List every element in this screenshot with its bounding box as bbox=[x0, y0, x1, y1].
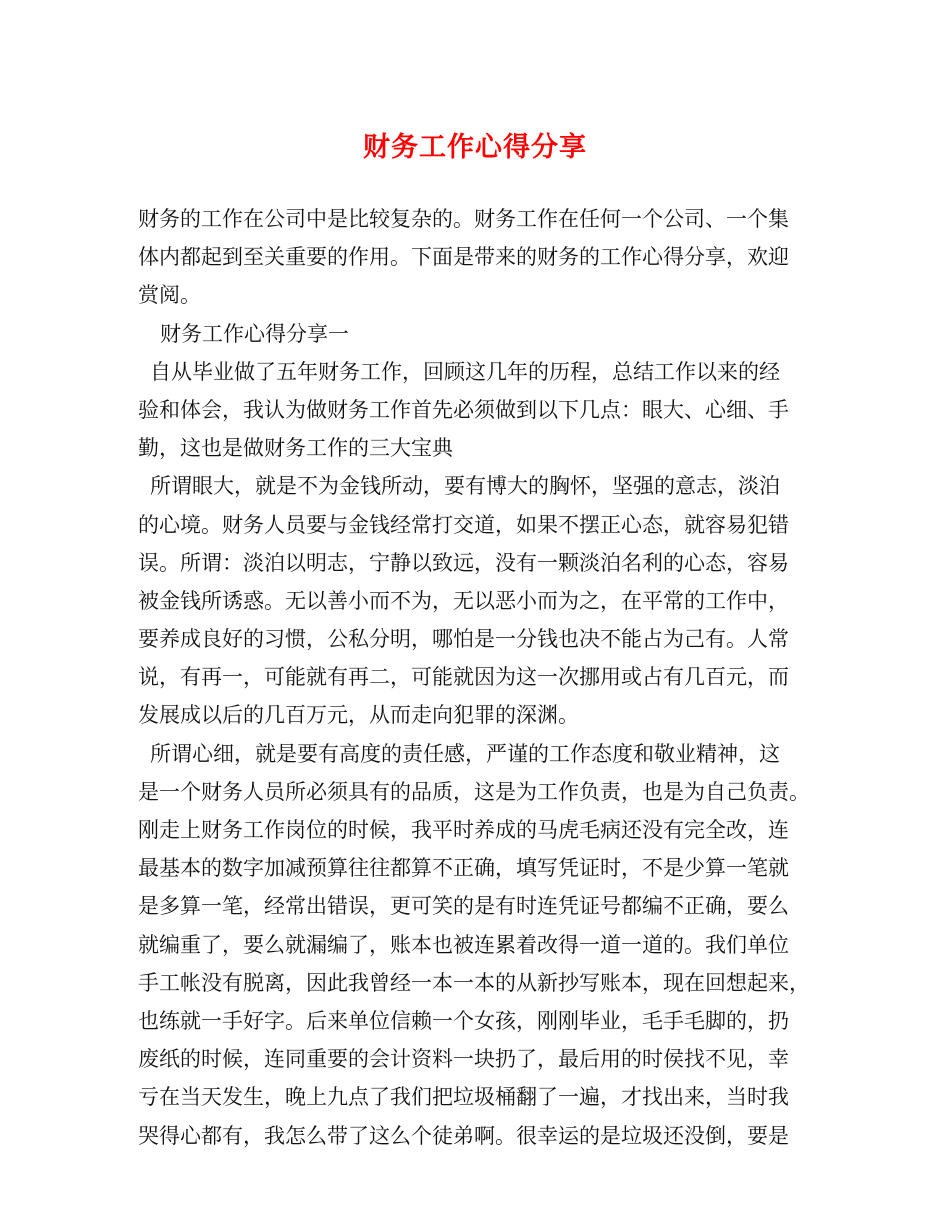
text-line: 也练就一手好字。后来单位信赖一个女孩，刚刚毕业，毛手毛脚的，扔 bbox=[138, 1008, 789, 1033]
text-line: 所谓心细，就是要有高度的责任感，严谨的工作态度和敬业精神，这 bbox=[150, 741, 780, 766]
text-line: 亏在当天发生，晚上九点了我们把垃圾桶翻了一遍，才找出来，当时我 bbox=[138, 1085, 789, 1110]
text-line: 误。所谓：淡泊以明志，宁静以致远，没有一颗淡泊名利的心态，容易 bbox=[138, 550, 789, 575]
text-line: 被金钱所诱惑。无以善小而不为，无以恶小而为之，在平常的工作中， bbox=[138, 588, 789, 613]
text-line: 是一个财务人员所必须具有的品质，这是为工作负责，也是为自己负责。 bbox=[138, 779, 810, 804]
text-line: 的心境。财务人员要与金钱经常打交道，如果不摆正心态，就容易犯错 bbox=[138, 512, 789, 537]
text-line: 刚走上财务工作岗位的时候，我平时养成的马虎毛病还没有完全改，连 bbox=[138, 818, 789, 842]
text-line: 最基本的数字加减预算往往都算不正确，填写凭证时，不是少算一笔就 bbox=[138, 856, 789, 881]
text-line: 就编重了，要么就漏编了，账本也被连累着改得一道一道的。我们单位 bbox=[138, 932, 789, 957]
text-line: 是多算一笔，经常出错误，更可笑的是有时连凭证号都编不正确，要么 bbox=[138, 894, 789, 919]
text-line: 要养成良好的习惯，公私分明，哪怕是一分钱也决不能占为己有。人常 bbox=[138, 627, 789, 652]
section-heading: 财务工作心得分享一 bbox=[160, 321, 349, 346]
document-title: 财务工作心得分享 bbox=[363, 132, 587, 163]
text-line: 手工帐没有脱离，因此我曾经一本一本的从新抄写账本，现在回想起来， bbox=[138, 970, 810, 995]
document-body bbox=[138, 200, 828, 1155]
text-line: 废纸的时候，连同重要的会计资料一块扔了，最后用的时侯找不见，幸 bbox=[138, 1047, 789, 1072]
text-line: 哭得心都有，我怎么带了这么个徒弟啊。很幸运的是垃圾还没倒，要是 bbox=[138, 1123, 789, 1148]
text-line: 说，有再一，可能就有再二，可能就因为这一次挪用或占有几百元，而 bbox=[138, 665, 789, 690]
text-line: 赏阅。 bbox=[138, 283, 201, 308]
text-line: 验和体会，我认为做财务工作首先必须做到以下几点：眼大、心细、手 bbox=[138, 397, 789, 422]
text-line: 发展成以后的几百万元，从而走向犯罪的深渊。 bbox=[138, 703, 579, 728]
text-line: 财务的工作在公司中是比较复杂的。财务工作在任何一个公司、一个集 bbox=[138, 207, 789, 231]
text-line: 体内都起到至关重要的作用。下面是带来的财务的工作心得分享，欢迎 bbox=[138, 245, 789, 270]
text-line: 所谓眼大，就是不为金钱所动，要有博大的胸怀，坚强的意志，淡泊 bbox=[150, 474, 780, 499]
text-line: 勤，这也是做财务工作的三大宝典 bbox=[138, 436, 453, 461]
text-line: 自从毕业做了五年财务工作，回顾这几年的历程，总结工作以来的经 bbox=[150, 359, 780, 384]
